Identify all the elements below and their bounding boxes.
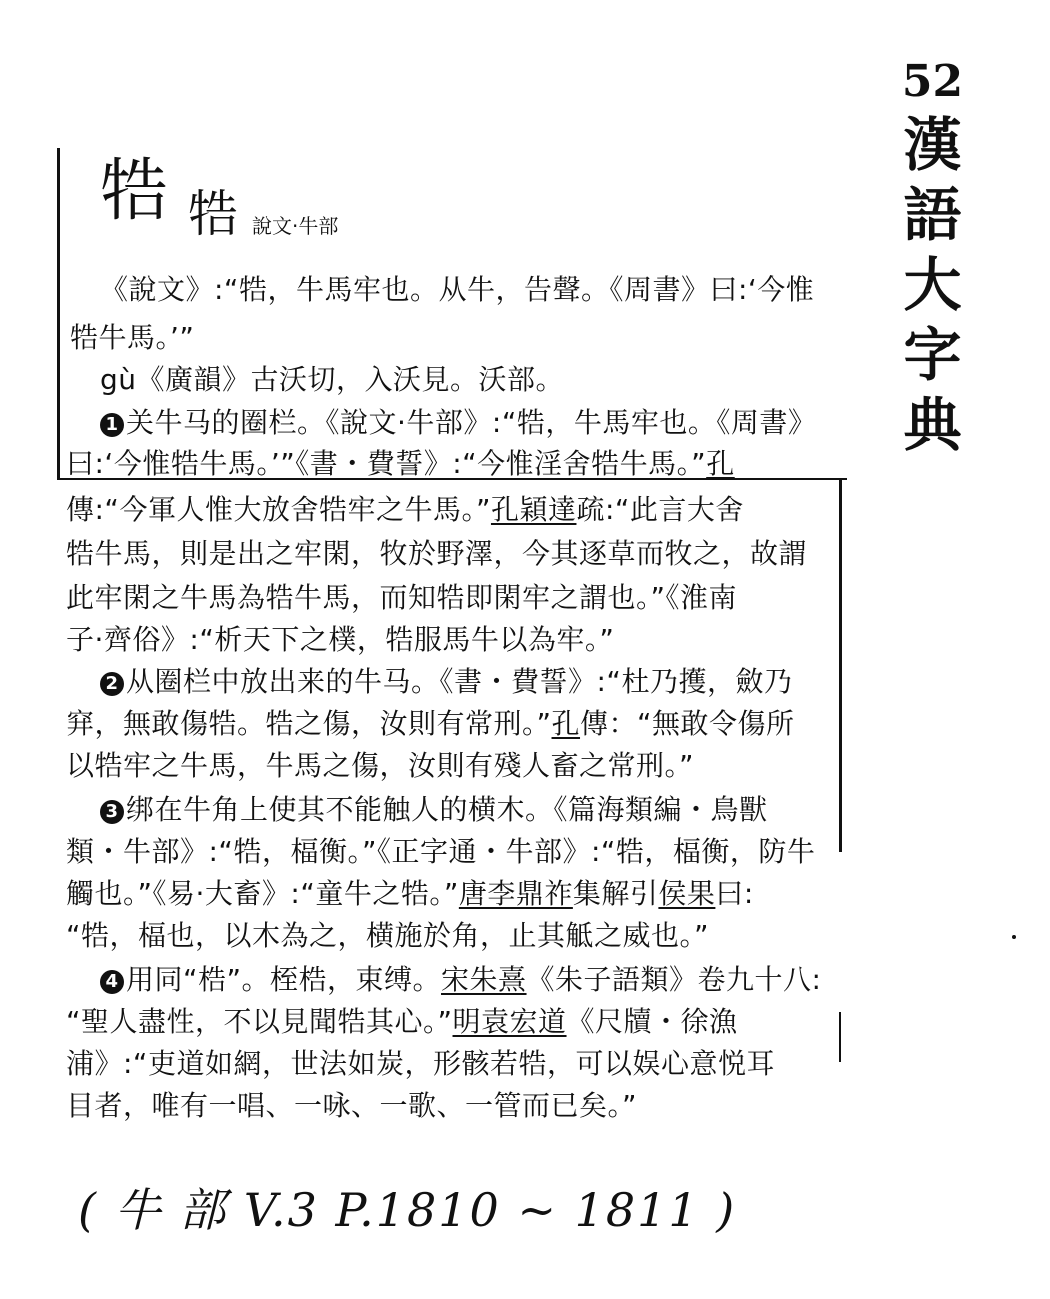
proper-name: 侯果	[658, 877, 716, 910]
line-text: 曰:	[715, 877, 754, 910]
line-text: 觸也。”《易·大畜》:“童牛之牿。”	[66, 877, 459, 910]
entry-line	[66, 834, 815, 870]
line-text: 从圈栏中放出来的牛马。《書・費誓》:“杜乃擭，斂乃	[126, 665, 793, 698]
clip-border-left	[57, 148, 60, 480]
title-char: 典	[903, 391, 962, 459]
title-char: 大	[903, 251, 962, 319]
sense-number: 3	[100, 800, 124, 824]
speck	[1012, 935, 1016, 939]
entry-line	[66, 918, 709, 954]
line-text: 此牢閑之牛馬為牿牛馬，而知牿即閑牢之謂也。”《淮南	[66, 581, 738, 614]
entry-line	[66, 748, 694, 784]
headword: 牿	[100, 152, 169, 231]
title-char: 字	[903, 321, 962, 389]
line-text: 曰:‘今惟牿牛馬。’”《書・費誓》:“今惟淫舍牿牛馬。”	[66, 447, 707, 480]
entry-line	[100, 664, 792, 700]
line-text: 牿牛馬。’”	[70, 321, 195, 354]
proper-name: 孔穎達	[490, 493, 577, 526]
entry-line	[66, 536, 807, 572]
entry-line	[66, 446, 735, 482]
dictionary-title	[895, 56, 970, 460]
entry-line	[66, 876, 754, 912]
entry-line	[100, 962, 821, 998]
proper-name: 唐李鼎祚	[458, 877, 573, 910]
line-text: 穽，無敢傷牿。牿之傷，汝則有常刑。”	[66, 707, 552, 740]
entry-line	[66, 1088, 637, 1124]
line-text: 《說文》:“牿，牛馬牢也。从牛，告聲。《周書》曰:‘今惟	[100, 273, 815, 306]
proper-name: 孔	[706, 447, 735, 480]
line-text: 绑在牛角上使其不能触人的横木。《篇海類編・鳥獸	[126, 793, 768, 826]
line-text: 牿牛馬，則是出之牢閑，牧於野澤，今其逐草而牧之，故謂	[66, 537, 808, 570]
entry-line	[66, 1004, 738, 1040]
line-text: “牿，楅也，以木為之，横施於角，止其觝之威也。”	[66, 919, 710, 952]
line-text: 傳：“無敢令傷所	[580, 707, 795, 740]
line-text: 浦》:“吏道如網，世法如炭，形骸若牿，可以娱心意悦耳	[66, 1047, 775, 1080]
line-text: 以牿牢之牛馬，牛馬之傷，汝則有殘人畜之常刑。”	[66, 749, 695, 782]
clip-border-right-lower	[839, 1012, 841, 1062]
entry-line	[66, 492, 744, 528]
headword-source: 說文·牛部	[252, 214, 339, 238]
title-char: 語	[903, 181, 962, 249]
entry-line	[66, 1046, 775, 1082]
entry-line	[100, 362, 564, 398]
line-text: 用同“梏”。桎梏，束缚。	[126, 963, 442, 996]
clip-border-right	[839, 480, 842, 852]
page-number: 52	[901, 56, 964, 107]
entry-line	[66, 622, 614, 658]
proper-name: 宋朱熹	[441, 963, 527, 996]
line-text: 疏:“此言大舍	[576, 493, 744, 526]
entry-line	[100, 272, 814, 308]
line-text: 子·齊俗》:“析天下之樸，牿服馬牛以為牢。”	[66, 623, 615, 656]
line-text: gù《廣韻》古沃切，入沃見。沃部。	[100, 363, 565, 396]
proper-name: 孔	[551, 707, 581, 740]
line-text: 关牛马的圈栏。《說文·牛部》:“牿，牛馬牢也。《周書》	[126, 406, 817, 439]
line-text: 《尺牘・徐漁	[566, 1005, 738, 1038]
line-text: 集解引	[572, 877, 659, 910]
proper-name: 明袁宏道	[452, 1005, 567, 1038]
line-text: 傳:“今軍人惟大放舍牿牢之牛馬。”	[66, 493, 491, 526]
handwritten-reference: ( 牛 部 V.3 P.1810 ~ 1811 )	[78, 1183, 737, 1237]
seal-script-char: 牿	[188, 185, 236, 243]
title-char: 漢	[903, 111, 962, 179]
line-text: 目者，唯有一唱、一咏、一歌、一管而已矣。”	[66, 1089, 638, 1122]
sense-number: 1	[100, 413, 124, 437]
line-text: 類・牛部》:“牿，楅衡。”《正字通・牛部》:“牿，楅衡，防牛	[66, 835, 816, 868]
sense-number: 2	[100, 672, 124, 696]
line-text: 《朱子語類》卷九十八:	[526, 963, 822, 996]
entry-line	[100, 792, 768, 828]
line-text: “聖人盡性，不以見聞牿其心。”	[66, 1005, 453, 1038]
sense-number: 4	[100, 970, 124, 994]
entry-line	[70, 320, 194, 356]
entry-line	[66, 706, 795, 742]
entry-line	[66, 580, 737, 616]
entry-line	[100, 405, 816, 441]
